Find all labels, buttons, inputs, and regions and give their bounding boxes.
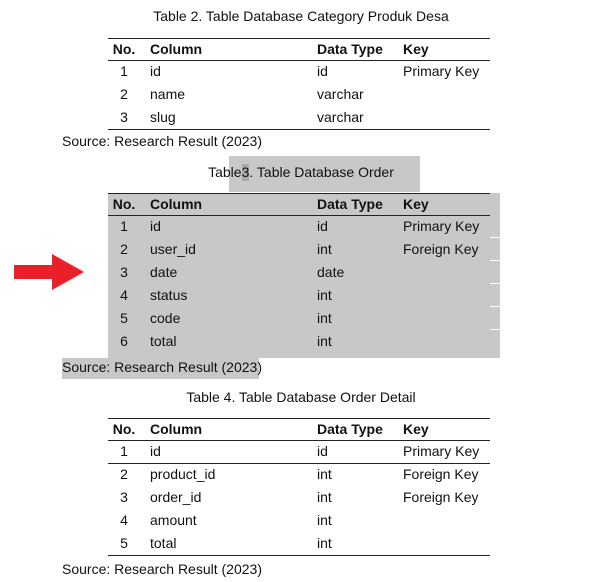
header-column: Column <box>150 41 203 57</box>
cell-key: Primary Key <box>403 218 480 234</box>
header-data-type: Data Type <box>317 41 383 57</box>
header-column: Column <box>150 421 203 437</box>
cell-column: date <box>150 264 178 280</box>
header-no: No. <box>112 41 136 57</box>
table-row <box>108 215 490 238</box>
cell-data-type: int <box>317 333 332 349</box>
cell-no: 4 <box>120 512 128 528</box>
caption-prefix: Table <box>208 164 242 180</box>
table-bottom-rule <box>108 555 490 556</box>
cell-no: 5 <box>120 535 128 551</box>
cell-data-type: int <box>317 489 332 505</box>
cell-data-type: id <box>317 443 328 459</box>
cell-key: Foreign Key <box>403 241 479 257</box>
table-row <box>108 106 490 129</box>
cell-column: total <box>150 333 177 349</box>
cell-key: Primary Key <box>403 443 480 459</box>
table-2-caption: Table 2. Table Database Category Produk Desa <box>153 8 449 24</box>
cell-no: 6 <box>120 333 128 349</box>
table-row <box>108 284 490 307</box>
right-arrow-icon <box>14 254 84 290</box>
table-row <box>108 463 490 486</box>
cell-no: 1 <box>120 443 128 459</box>
table-row <box>108 440 490 463</box>
cell-column: id <box>150 218 161 234</box>
table-row <box>108 60 490 83</box>
cell-no: 3 <box>120 109 128 125</box>
cell-column: id <box>150 63 161 79</box>
cell-data-type: id <box>317 63 328 79</box>
table-row <box>108 509 490 532</box>
cell-column: status <box>150 287 188 303</box>
cell-no: 2 <box>120 241 128 257</box>
table-4 <box>108 418 490 555</box>
table-row <box>108 307 490 330</box>
table-row <box>108 486 490 509</box>
cell-no: 3 <box>120 489 128 505</box>
cell-column: total <box>150 535 177 551</box>
table-3-caption <box>0 164 602 181</box>
table-3[interactable] <box>108 193 490 353</box>
table-row <box>108 532 490 555</box>
header-data-type: Data Type <box>317 196 383 212</box>
cell-data-type: int <box>317 535 332 551</box>
table-header-row <box>108 38 490 60</box>
cell-no: 3 <box>120 264 128 280</box>
cell-key: Foreign Key <box>403 466 479 482</box>
table-header-row <box>108 418 490 440</box>
cell-data-type: int <box>317 466 332 482</box>
cell-data-type: id <box>317 218 328 234</box>
cell-column: code <box>150 310 181 326</box>
cell-key: Primary Key <box>403 63 480 79</box>
table-row <box>108 83 490 106</box>
cell-no: 1 <box>120 63 128 79</box>
header-column: Column <box>150 196 203 212</box>
table-bottom-rule <box>108 129 490 130</box>
table-4-caption: Table 4. Table Database Order Detail <box>186 389 416 405</box>
cell-column: amount <box>150 512 197 528</box>
table-row <box>108 238 490 261</box>
header-key: Key <box>403 421 429 437</box>
cell-no: 2 <box>120 466 128 482</box>
table-header-row <box>108 193 490 215</box>
cell-no: 1 <box>120 218 128 234</box>
cell-data-type: int <box>317 287 332 303</box>
cell-no: 5 <box>120 310 128 326</box>
caption-number: 3 <box>241 164 250 180</box>
table-row <box>108 330 490 353</box>
header-data-type: Data Type <box>317 421 383 437</box>
cell-no: 2 <box>120 86 128 102</box>
table-4-source: Source: Research Result (2023) <box>62 561 262 577</box>
table-2 <box>108 38 490 129</box>
cell-column: id <box>150 443 161 459</box>
cell-data-type: int <box>317 310 332 326</box>
header-no: No. <box>112 196 136 212</box>
table-row <box>108 261 490 284</box>
cell-column: product_id <box>150 466 216 482</box>
cell-data-type: int <box>317 241 332 257</box>
cell-column: order_id <box>150 489 202 505</box>
cell-data-type: varchar <box>317 86 364 102</box>
table-3-source: Source: Research Result (2023) <box>62 359 262 375</box>
cell-key: Foreign Key <box>403 489 479 505</box>
cell-data-type: varchar <box>317 109 364 125</box>
header-no: No. <box>112 421 136 437</box>
table-2-source: Source: Research Result (2023) <box>62 133 262 149</box>
caption-suffix: . Table Database Order <box>249 164 394 180</box>
cell-column: name <box>150 86 186 102</box>
cell-data-type: int <box>317 512 332 528</box>
cell-column: user_id <box>150 241 196 257</box>
header-key: Key <box>403 196 429 212</box>
cell-data-type: date <box>317 264 345 280</box>
header-key: Key <box>403 41 429 57</box>
cell-no: 4 <box>120 287 128 303</box>
cell-column: slug <box>150 109 176 125</box>
